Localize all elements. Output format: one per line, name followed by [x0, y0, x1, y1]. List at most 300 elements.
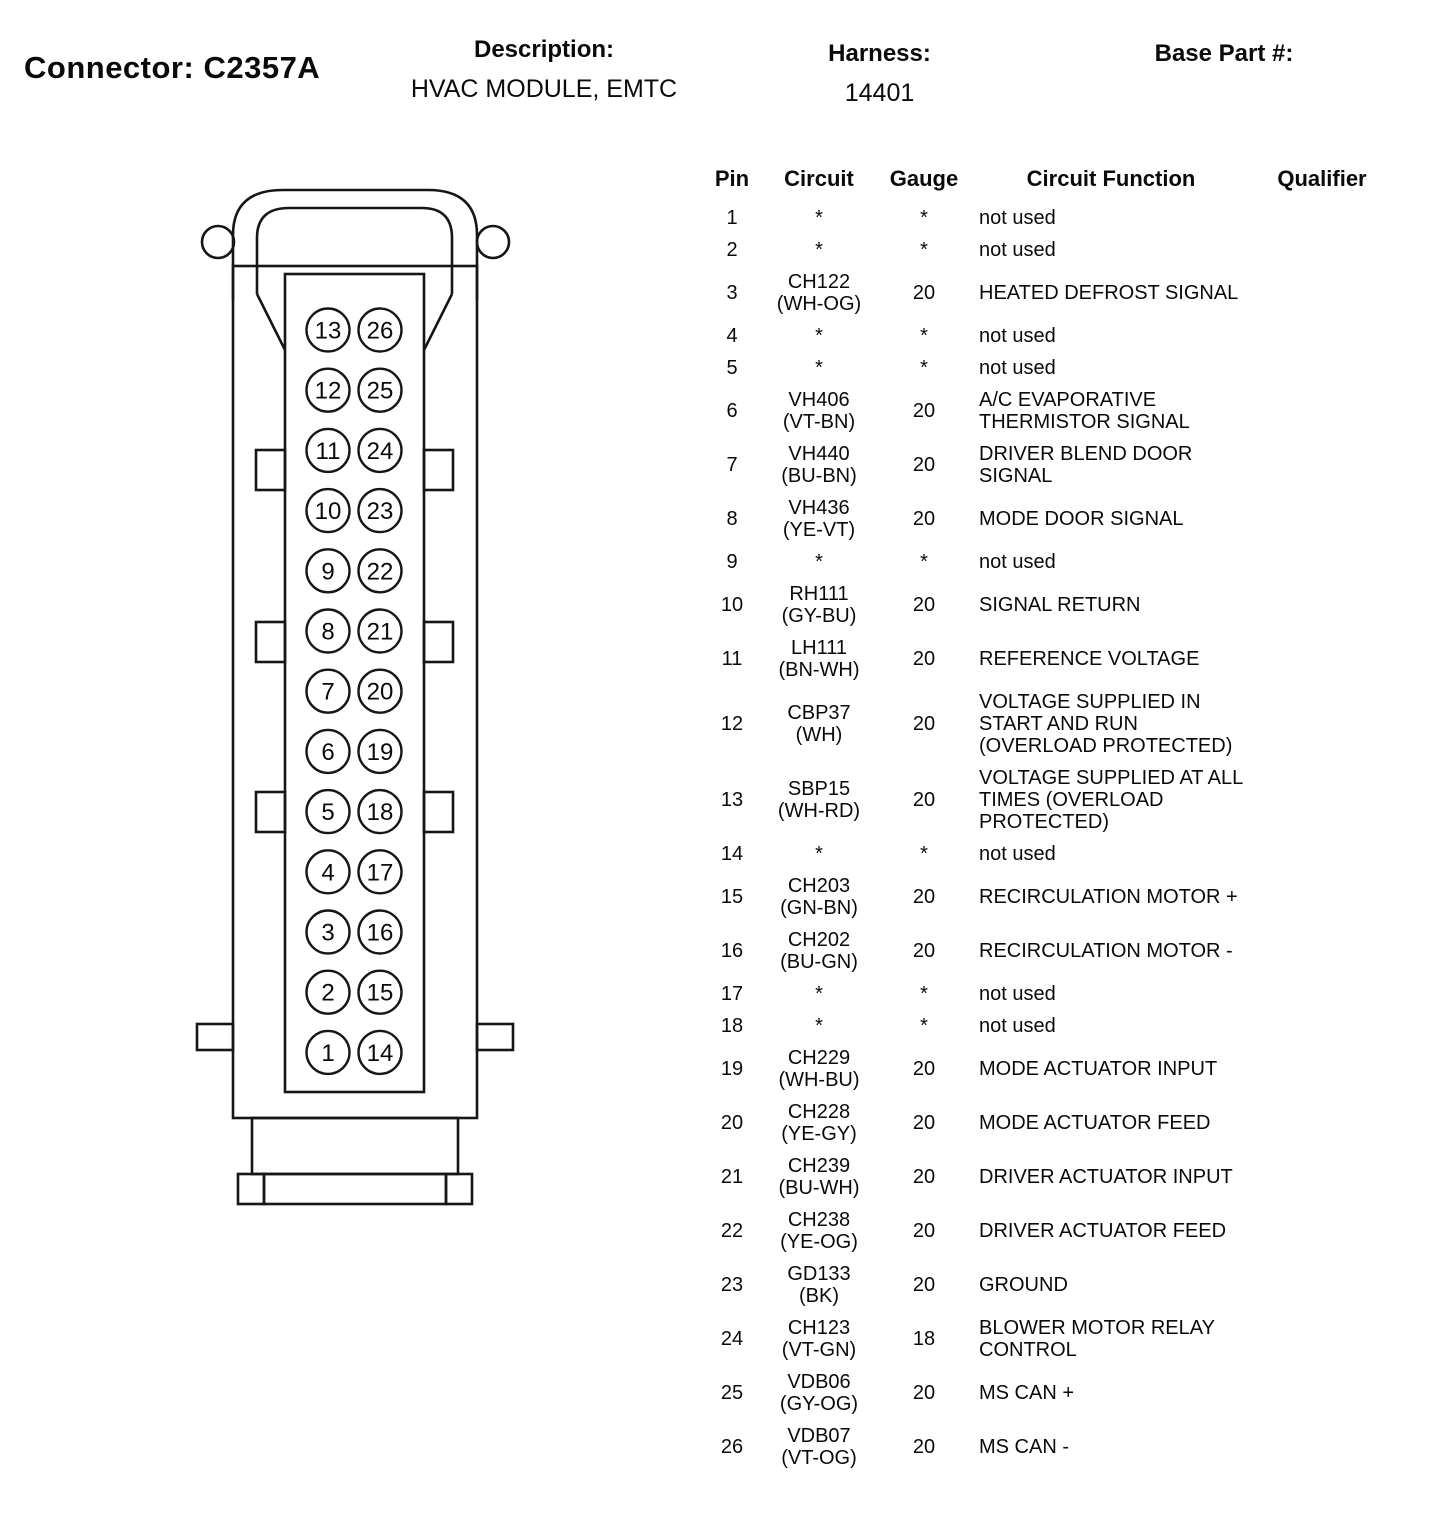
circuit-function-cell [971, 924, 1251, 978]
pin-cavity-label-2: 2 [321, 979, 335, 1007]
wire-gauge-cell-line: * [920, 207, 928, 229]
pin-cavity-label-13: 13 [314, 317, 342, 345]
wire-gauge-cell [877, 1258, 971, 1312]
pin-number-cell-line: 10 [720, 594, 744, 616]
pin-cavity-label-19: 19 [366, 738, 394, 766]
wire-gauge-cell [877, 1366, 971, 1420]
wire-gauge-cell [877, 546, 971, 578]
wire-gauge-cell-line: 20 [912, 1058, 936, 1080]
circuit-function-cell [971, 1366, 1251, 1420]
wire-gauge-cell [877, 266, 971, 320]
wire-gauge-cell [877, 352, 971, 384]
qualifier-cell [1251, 266, 1393, 320]
circuit-function-cell-line: not used [979, 325, 1056, 347]
pin-number-cell-line: 23 [720, 1274, 744, 1296]
pin-cavity-label-12: 12 [314, 377, 342, 405]
pinout-table [703, 164, 1393, 1474]
circuit-code-cell-line: GD133 [787, 1263, 851, 1285]
circuit-code-cell-line: CH239 [787, 1155, 851, 1177]
circuit-function-cell-line: not used [979, 207, 1056, 229]
mounting-ear-left-icon [202, 226, 234, 258]
qualifier-cell [1251, 438, 1393, 492]
circuit-function-cell [971, 492, 1251, 546]
pin-row-13 [703, 762, 1393, 838]
wire-gauge-cell-line: * [920, 325, 928, 347]
wire-gauge-cell [877, 578, 971, 632]
pin-row-3 [703, 266, 1393, 320]
connector-label: Connector: [24, 50, 195, 85]
circuit-code-cell-line: CH122 [787, 271, 851, 293]
pinout-table-body [703, 202, 1393, 1474]
circuit-function-cell-line: not used [979, 239, 1056, 261]
qualifier-cell [1251, 1042, 1393, 1096]
qualifier-cell [1251, 1150, 1393, 1204]
pin-number-cell [703, 632, 761, 686]
rear-foot-left [238, 1174, 264, 1204]
column-header-pin: Pin [714, 166, 750, 191]
qualifier-cell [1251, 578, 1393, 632]
pin-row-14 [703, 838, 1393, 870]
qualifier-cell [1251, 384, 1393, 438]
circuit-code-cell [761, 1312, 877, 1366]
pin-number-cell-line: 17 [720, 983, 744, 1005]
qualifier-cell [1251, 870, 1393, 924]
circuit-function-cell [971, 1042, 1251, 1096]
pin-row-16 [703, 924, 1393, 978]
circuit-code-cell-line: (GN-BN) [780, 897, 858, 919]
pin-row-11 [703, 632, 1393, 686]
pin-number-cell-line: 15 [720, 886, 744, 908]
pin-cavity-label-24: 24 [366, 437, 394, 465]
connector-face-diagram [188, 178, 528, 1258]
qualifier-cell [1251, 352, 1393, 384]
circuit-function-cell-line: VOLTAGE SUPPLIED AT ALL TIMES (OVERLOAD PROTECTED) [979, 767, 1243, 833]
qualifier-cell [1251, 234, 1393, 266]
circuit-code-cell [761, 978, 877, 1010]
keyway-notch-right-2 [424, 622, 453, 662]
keyway-notch-right-1 [424, 450, 453, 490]
column-header-gauge: Gauge [889, 166, 959, 191]
circuit-function-cell-line: MODE ACTUATOR INPUT [979, 1058, 1218, 1080]
keyway-notch-left-2 [256, 622, 285, 662]
circuit-code-cell-line: (YE-VT) [782, 519, 856, 541]
circuit-code-cell-line: (BU-BN) [781, 465, 857, 487]
qualifier-cell [1251, 978, 1393, 1010]
pin-row-4 [703, 320, 1393, 352]
circuit-function-cell-line: MODE DOOR SIGNAL [979, 508, 1184, 530]
wire-gauge-cell-line: 20 [912, 1274, 936, 1296]
pin-number-cell [703, 924, 761, 978]
pin-row-24 [703, 1312, 1393, 1366]
circuit-code-cell-line: * [815, 325, 823, 347]
circuit-function-cell-line: not used [979, 357, 1056, 379]
circuit-code-cell [761, 838, 877, 870]
wire-gauge-cell-line: 18 [912, 1328, 936, 1350]
pin-number-cell-line: 6 [726, 400, 738, 422]
wire-gauge-cell [877, 1420, 971, 1474]
circuit-code-cell [761, 632, 877, 686]
pin-cavity-label-1: 1 [321, 1039, 335, 1067]
pin-number-cell [703, 1312, 761, 1366]
circuit-function-cell-line: DRIVER ACTUATOR INPUT [979, 1166, 1233, 1188]
circuit-code-cell [761, 1258, 877, 1312]
keyway-notch-left-1 [256, 450, 285, 490]
circuit-code-cell-line: * [815, 1015, 823, 1037]
pin-cavity-label-23: 23 [366, 498, 394, 526]
circuit-code-cell [761, 492, 877, 546]
pin-number-cell [703, 1010, 761, 1042]
pin-row-5 [703, 352, 1393, 384]
wire-gauge-cell [877, 762, 971, 838]
wire-gauge-cell-line: 20 [912, 940, 936, 962]
pin-cavity-label-20: 20 [366, 678, 394, 706]
circuit-code-cell-line: * [815, 843, 823, 865]
pin-grid [307, 309, 402, 1074]
circuit-function-cell-line: not used [979, 983, 1056, 1005]
wire-gauge-cell [877, 838, 971, 870]
pin-number-cell [703, 1420, 761, 1474]
qualifier-cell [1251, 1010, 1393, 1042]
pin-number-cell-line: 1 [726, 207, 738, 229]
pin-cavity-label-25: 25 [366, 377, 394, 405]
pin-number-cell-line: 4 [726, 325, 738, 347]
wire-gauge-cell [877, 492, 971, 546]
circuit-function-cell-line: REFERENCE VOLTAGE [979, 648, 1200, 670]
circuit-function-cell-line: HEATED DEFROST SIGNAL [979, 282, 1239, 304]
pin-number-cell-line: 9 [726, 551, 738, 573]
wire-gauge-cell [877, 1010, 971, 1042]
pin-number-cell-line: 19 [720, 1058, 744, 1080]
pinout-table-header [703, 164, 1393, 202]
wire-gauge-cell [877, 202, 971, 234]
circuit-function-cell [971, 320, 1251, 352]
circuit-code-cell-line: CBP37 [787, 702, 851, 724]
circuit-code-cell-line: (BU-GN) [780, 951, 858, 973]
pin-cavity-label-15: 15 [366, 979, 394, 1007]
circuit-code-cell-line: CH123 [787, 1317, 851, 1339]
circuit-code-cell [761, 578, 877, 632]
wire-gauge-cell [877, 1150, 971, 1204]
circuit-function-cell [971, 1204, 1251, 1258]
pin-number-cell-line: 26 [720, 1436, 744, 1458]
pin-row-26 [703, 1420, 1393, 1474]
pin-number-cell [703, 1258, 761, 1312]
circuit-code-cell-line: (GY-BU) [781, 605, 857, 627]
mount-tab-left [197, 1024, 233, 1050]
wire-gauge-cell [877, 1312, 971, 1366]
circuit-function-cell-line: SIGNAL RETURN [979, 594, 1141, 616]
circuit-code-cell [761, 1096, 877, 1150]
circuit-code-cell-line: (BN-WH) [778, 659, 860, 681]
pin-number-cell [703, 234, 761, 266]
wire-gauge-cell [877, 1204, 971, 1258]
pin-number-cell [703, 978, 761, 1010]
circuit-function-cell-line: DRIVER ACTUATOR FEED [979, 1220, 1227, 1242]
circuit-code-cell-line: * [815, 239, 823, 261]
circuit-code-cell-line: (BK) [799, 1285, 839, 1307]
circuit-function-cell-line: A/C EVAPORATIVE THERMISTOR SIGNAL [979, 389, 1190, 433]
pin-cavity-label-16: 16 [366, 919, 394, 947]
wire-gauge-cell [877, 1096, 971, 1150]
circuit-code-cell-line: * [815, 983, 823, 1005]
circuit-code-cell-line: LH111 [791, 637, 847, 659]
harness-value: 14401 [844, 79, 915, 107]
description-block [388, 36, 700, 104]
pin-number-cell-line: 21 [720, 1166, 744, 1188]
pin-cavity-label-26: 26 [366, 317, 394, 345]
circuit-code-cell-line: CH238 [787, 1209, 851, 1231]
circuit-function-cell [971, 978, 1251, 1010]
pin-row-10 [703, 578, 1393, 632]
connector-title [24, 50, 320, 86]
circuit-function-cell [971, 352, 1251, 384]
circuit-function-cell [971, 1150, 1251, 1204]
pin-cavity-label-3: 3 [321, 919, 335, 947]
pin-housing-outline [285, 274, 424, 1092]
circuit-function-cell-line: GROUND [979, 1274, 1068, 1296]
wire-gauge-cell [877, 924, 971, 978]
mounting-ear-right-icon [477, 226, 509, 258]
pin-row-22 [703, 1204, 1393, 1258]
pin-number-cell [703, 1096, 761, 1150]
circuit-function-cell [971, 1010, 1251, 1042]
rear-section-outline [252, 1118, 458, 1174]
wire-gauge-cell-line: 20 [912, 400, 936, 422]
pin-row-9 [703, 546, 1393, 578]
qualifier-cell [1251, 492, 1393, 546]
circuit-function-cell [971, 838, 1251, 870]
pin-row-25 [703, 1366, 1393, 1420]
circuit-function-cell-line: MODE ACTUATOR FEED [979, 1112, 1211, 1134]
column-header-circuit: Circuit [784, 166, 854, 191]
wire-gauge-cell-line: * [920, 983, 928, 1005]
circuit-function-cell-line: not used [979, 843, 1056, 865]
shoulder-line-left [257, 294, 285, 350]
circuit-function-cell [971, 1420, 1251, 1474]
pin-number-cell-line: 2 [726, 239, 738, 261]
circuit-code-cell-line: VH436 [788, 497, 850, 519]
qualifier-cell [1251, 1204, 1393, 1258]
wire-gauge-cell-line: 20 [912, 454, 936, 476]
wire-gauge-cell [877, 870, 971, 924]
circuit-function-cell-line: not used [979, 551, 1056, 573]
pin-number-cell [703, 1204, 761, 1258]
pin-cavity-label-14: 14 [366, 1039, 394, 1067]
pin-row-6 [703, 384, 1393, 438]
pin-number-cell-line: 3 [726, 282, 738, 304]
header-row [703, 164, 1393, 202]
pin-number-cell [703, 1150, 761, 1204]
circuit-function-cell [971, 1312, 1251, 1366]
circuit-code-cell-line: (WH-RD) [777, 800, 861, 822]
circuit-code-cell [761, 234, 877, 266]
pin-row-1 [703, 202, 1393, 234]
wire-gauge-cell-line: 20 [912, 282, 936, 304]
column-header-qualifier: Qualifier [1277, 166, 1367, 191]
harness-block [772, 40, 987, 108]
circuit-code-cell [761, 320, 877, 352]
pin-number-cell [703, 202, 761, 234]
qualifier-cell [1251, 546, 1393, 578]
circuit-code-cell [761, 546, 877, 578]
pin-number-cell [703, 762, 761, 838]
qualifier-cell [1251, 1258, 1393, 1312]
pin-number-cell [703, 1042, 761, 1096]
rear-lower-outline [264, 1174, 446, 1204]
pin-number-cell [703, 838, 761, 870]
circuit-code-cell-line: (WH) [795, 724, 843, 746]
circuit-code-cell [761, 1204, 877, 1258]
wire-gauge-cell-line: 20 [912, 1112, 936, 1134]
circuit-code-cell-line: (VT-BN) [782, 411, 856, 433]
circuit-code-cell [761, 762, 877, 838]
pin-row-15 [703, 870, 1393, 924]
pin-row-2 [703, 234, 1393, 266]
pin-row-7 [703, 438, 1393, 492]
pin-number-cell-line: 16 [720, 940, 744, 962]
pin-number-cell [703, 578, 761, 632]
wire-gauge-cell-line: * [920, 843, 928, 865]
circuit-function-cell [971, 1096, 1251, 1150]
circuit-function-cell [971, 384, 1251, 438]
pin-number-cell-line: 7 [726, 454, 738, 476]
pin-row-8 [703, 492, 1393, 546]
circuit-function-cell [971, 578, 1251, 632]
pin-row-19 [703, 1042, 1393, 1096]
circuit-code-cell [761, 384, 877, 438]
pin-row-23 [703, 1258, 1393, 1312]
wire-gauge-cell-line: 20 [912, 1382, 936, 1404]
wire-gauge-cell-line: 20 [912, 648, 936, 670]
circuit-code-cell-line: * [815, 551, 823, 573]
pin-number-cell [703, 492, 761, 546]
pin-row-18 [703, 1010, 1393, 1042]
qualifier-cell [1251, 632, 1393, 686]
circuit-function-cell-line: not used [979, 1015, 1056, 1037]
pin-number-cell [703, 870, 761, 924]
pin-number-cell-line: 25 [720, 1382, 744, 1404]
qualifier-cell [1251, 1312, 1393, 1366]
qualifier-cell [1251, 1366, 1393, 1420]
circuit-code-cell-line: VDB07 [787, 1425, 851, 1447]
wire-gauge-cell-line: * [920, 357, 928, 379]
qualifier-cell [1251, 838, 1393, 870]
circuit-code-cell-line: (VT-OG) [781, 1447, 857, 1469]
qualifier-cell [1251, 762, 1393, 838]
circuit-code-cell [761, 924, 877, 978]
wire-gauge-cell-line: * [920, 1015, 928, 1037]
pin-cavity-label-17: 17 [366, 859, 394, 887]
circuit-function-cell-line: VOLTAGE SUPPLIED IN START AND RUN (OVERLOAD PROTECTED) [979, 691, 1233, 757]
circuit-code-cell-line: SBP15 [787, 778, 851, 800]
connector-body-outline [233, 266, 477, 1118]
pin-number-cell-line: 20 [720, 1112, 744, 1134]
pin-cavity-label-21: 21 [366, 618, 394, 646]
pin-number-cell [703, 546, 761, 578]
wire-gauge-cell [877, 234, 971, 266]
pin-cavity-label-18: 18 [366, 799, 394, 827]
circuit-code-cell [761, 1042, 877, 1096]
circuit-code-cell-line: CH229 [787, 1047, 851, 1069]
pin-number-cell-line: 13 [720, 789, 744, 811]
circuit-code-cell-line: (VT-GN) [781, 1339, 857, 1361]
circuit-code-cell-line: CH202 [787, 929, 851, 951]
pin-number-cell [703, 686, 761, 762]
qualifier-cell [1251, 686, 1393, 762]
base-part-label: Base Part #: [1154, 40, 1294, 67]
wire-gauge-cell-line: * [920, 551, 928, 573]
wire-gauge-cell-line: 20 [912, 1436, 936, 1458]
wire-gauge-cell [877, 438, 971, 492]
pin-row-20 [703, 1096, 1393, 1150]
wire-gauge-cell [877, 978, 971, 1010]
circuit-code-cell-line: (YE-GY) [781, 1123, 857, 1145]
pin-number-cell-line: 22 [720, 1220, 744, 1242]
shoulder-line-right [424, 294, 452, 350]
circuit-function-cell [971, 438, 1251, 492]
pin-number-cell-line: 12 [720, 713, 744, 735]
pin-cavity-label-4: 4 [321, 859, 335, 887]
pin-row-17 [703, 978, 1393, 1010]
circuit-code-cell-line: (BU-WH) [778, 1177, 860, 1199]
pin-cavity-label-5: 5 [321, 799, 335, 827]
pin-cavity-label-9: 9 [321, 558, 335, 586]
circuit-code-cell [761, 266, 877, 320]
wire-gauge-cell-line: 20 [912, 1166, 936, 1188]
pin-number-cell [703, 384, 761, 438]
pin-row-12 [703, 686, 1393, 762]
pin-number-cell [703, 438, 761, 492]
wire-gauge-cell-line: 20 [912, 713, 936, 735]
circuit-code-cell-line: * [815, 207, 823, 229]
base-part-block [1088, 40, 1360, 79]
pin-cavity-label-7: 7 [321, 678, 335, 706]
wire-gauge-cell [877, 384, 971, 438]
pin-cavity-label-8: 8 [321, 618, 335, 646]
description-value: HVAC MODULE, EMTC [410, 75, 678, 103]
circuit-function-cell [971, 546, 1251, 578]
circuit-code-cell-line: (GY-OG) [779, 1393, 859, 1415]
wire-gauge-cell-line: 20 [912, 1220, 936, 1242]
circuit-code-cell-line: VDB06 [787, 1371, 851, 1393]
wire-gauge-cell [877, 632, 971, 686]
circuit-function-cell [971, 234, 1251, 266]
pin-number-cell [703, 352, 761, 384]
circuit-function-cell-line: MS CAN - [979, 1436, 1069, 1458]
circuit-code-cell-line: CH228 [787, 1101, 851, 1123]
wire-gauge-cell-line: 20 [912, 886, 936, 908]
rear-foot-right [446, 1174, 472, 1204]
circuit-code-cell [761, 1010, 877, 1042]
circuit-code-cell [761, 438, 877, 492]
circuit-code-cell-line: (WH-BU) [778, 1069, 860, 1091]
wire-gauge-cell [877, 320, 971, 352]
circuit-function-cell [971, 202, 1251, 234]
pin-number-cell-line: 8 [726, 508, 738, 530]
circuit-code-cell [761, 686, 877, 762]
circuit-function-cell [971, 686, 1251, 762]
mount-tab-right [477, 1024, 513, 1050]
qualifier-cell [1251, 202, 1393, 234]
wire-gauge-cell [877, 1042, 971, 1096]
circuit-code-cell [761, 1366, 877, 1420]
qualifier-cell [1251, 1420, 1393, 1474]
circuit-function-cell-line: MS CAN + [979, 1382, 1075, 1404]
description-label: Description: [473, 36, 614, 63]
pin-number-cell [703, 1366, 761, 1420]
qualifier-cell [1251, 320, 1393, 352]
circuit-code-cell [761, 202, 877, 234]
